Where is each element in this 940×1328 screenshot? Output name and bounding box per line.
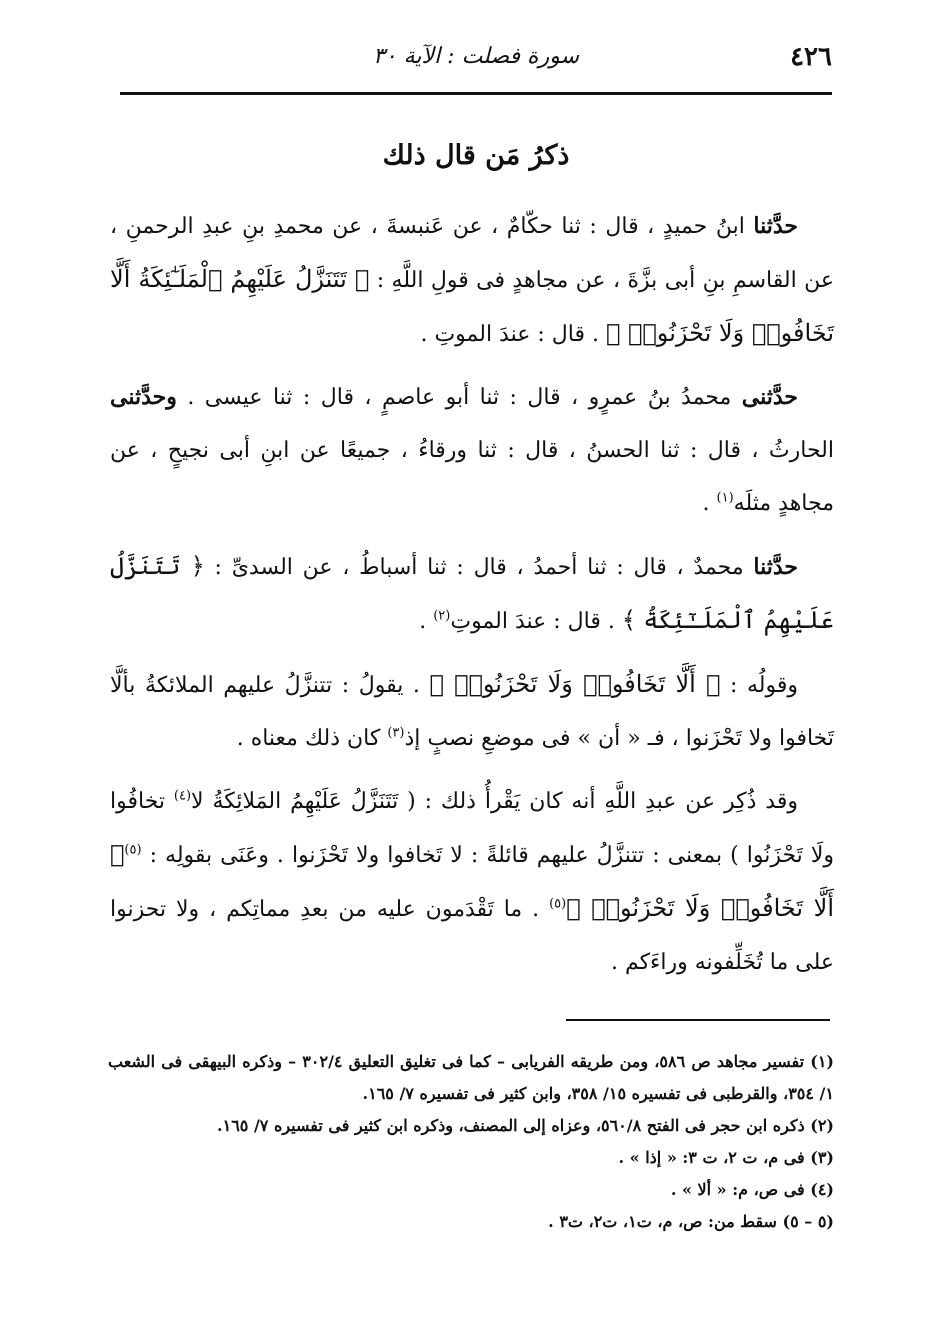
paragraph-4 xyxy=(110,658,834,765)
paragraph-1 xyxy=(110,200,834,361)
paragraph-text: . قال : عندَ الموتِ . xyxy=(420,322,606,347)
paragraph-text: وقولُه : xyxy=(720,673,799,698)
paragraph-text: محمدُ بنُ عمرٍو ، قال : ثنا أبو عاصمٍ ، قال : ثنا عيسى . xyxy=(176,385,742,410)
paragraph-text: كان ذلك معناه . xyxy=(236,726,388,751)
paragraph-text: وقد ذُكِر عن عبدِ اللَّهِ أنه كان يَقْرأُ ذلك : ( تَتَنَزَّلُ عَلَيْهِمُ المَلائِكَةُ لا xyxy=(191,789,798,814)
paragraph-text: محمدٌ ، قال : ثنا أحمدُ ، قال : ثنا أسباطُ ، عن السدىِّ : xyxy=(204,555,754,580)
paragraph-text: ابنُ حميدٍ ، قال : ثنا حكّامٌ ، عن عَنبسةَ ، عن محمدِ بنِ عبدِ الرحمنِ ، عن القاسمِ بنِ أبى بزَّةَ ، عن مجاهدٍ فى قولِ اللَّهِ : xyxy=(110,214,834,293)
paragraph-text: . قال : عندَ الموتِ xyxy=(450,609,622,634)
paragraph-text: . xyxy=(419,609,434,634)
footnote-5: (٥ – ٥) سقط من: ص، م، ت١، ت٢، ت٣ . xyxy=(548,1212,834,1231)
paragraph-text: . xyxy=(702,491,717,516)
main-text xyxy=(110,200,834,999)
paragraph-3 xyxy=(110,540,834,648)
page-number: ٤٢٦ xyxy=(790,42,832,72)
header-rule xyxy=(120,92,832,95)
isnad-lead: حدَّثنى xyxy=(741,384,798,410)
footnote-2: (٢) ذكره ابن حجر فى الفتح ٥٦٠/٨، وعزاه إلى المصنف، وذكره ابن كثير فى تفسيره ٧/ ١٦٥. xyxy=(217,1116,834,1135)
paragraph-2 xyxy=(110,371,834,530)
section-title: ذكرُ مَن قال ذلك xyxy=(382,140,570,171)
footnote-1: (١) تفسير مجاهد ص ٥٨٦، ومن طريقه الفريابى – كما فى تغليق التعليق ٣٠٢/٤ – وذكره البيهقى فى الشعب ١/ ٣٥٤، والقرطبى فى تفسيره ١٥/ ٣٥٨، وابن كثير فى تفسيره ٧/ ١٦٥. xyxy=(108,1052,834,1103)
quran-quote: ﴿ تَتَنَزَّلُ عَلَيْهِمُ ٱلْمَلَـٰٓئِكَةُ أَلَّا تَخَافُوا۟ وَلَا تَحْزَنُوا۟ ﴾ xyxy=(110,265,834,347)
footnote-marker: (١) xyxy=(716,490,734,506)
running-header xyxy=(120,42,832,82)
paragraph-text: الحارثُ ، قال : ثنا الحسنُ ، قال : ثنا ورقاءُ ، جميعًا عن ابنِ أبى نجيحٍ ، عن مجاهدٍ مثلَه xyxy=(110,438,834,516)
running-title: سورة فصلت : الآية ٣٠ xyxy=(372,44,580,69)
quran-quote: ﴿ أَلَّا تَخَافُوا۟ وَلَا تَحْزَنُوا۟ ﴾ xyxy=(110,840,834,922)
paragraph-text: . ما تَقْدَمون عليه من بعدِ مماتِكم ، ولا تحزنوا على ما تُخَلِّفونه وراءَكم . xyxy=(110,897,834,975)
isnad-lead: حدَّثنا xyxy=(753,213,798,239)
paragraph-5 xyxy=(110,775,834,989)
footnotes xyxy=(108,1046,834,1238)
footnote-marker: (٢) xyxy=(433,608,451,624)
isnad-lead: حدَّثنا xyxy=(753,554,798,580)
isnad-lead: وحدَّثنى xyxy=(110,384,177,410)
footnote-marker: (٥) xyxy=(549,896,567,912)
footnote-3: (٣) فى م، ت ٢، ت ٣: « إذا » . xyxy=(618,1148,834,1167)
quran-quote: ﴿ تَتَنَزَّلُ عَلَيْهِمُ ٱلْمَلَـٰٓئِكَةُ ﴾ xyxy=(110,552,834,634)
footnote-4: (٤) فى ص، م: « ألا » . xyxy=(670,1180,834,1199)
quran-quote: ﴿ أَلَّا تَخَافُوا۟ وَلَا تَحْزَنُوا۟ ﴾ xyxy=(429,670,721,698)
paragraph-text: . يقولُ : تتنزَّلُ عليهم الملائكةُ بألَّا تَخافوا ولا تَحْزَنوا ، فـ « أن » فى موضعِ نصبٍ إذ xyxy=(110,673,834,751)
footnote-marker: (٥) xyxy=(124,842,142,858)
footnote-marker: (٤) xyxy=(173,788,192,804)
paragraph-text: تخافُوا ولَا تَحْزَنُوا ) بمعنى : تتنزَّلُ عليهم قائلةً : لا تَخافوا ولا تَحْزَنوا . وعَنَى بقولِه : xyxy=(110,789,834,868)
footnote-rule xyxy=(566,1019,830,1021)
footnote-marker: (٣) xyxy=(387,725,405,741)
